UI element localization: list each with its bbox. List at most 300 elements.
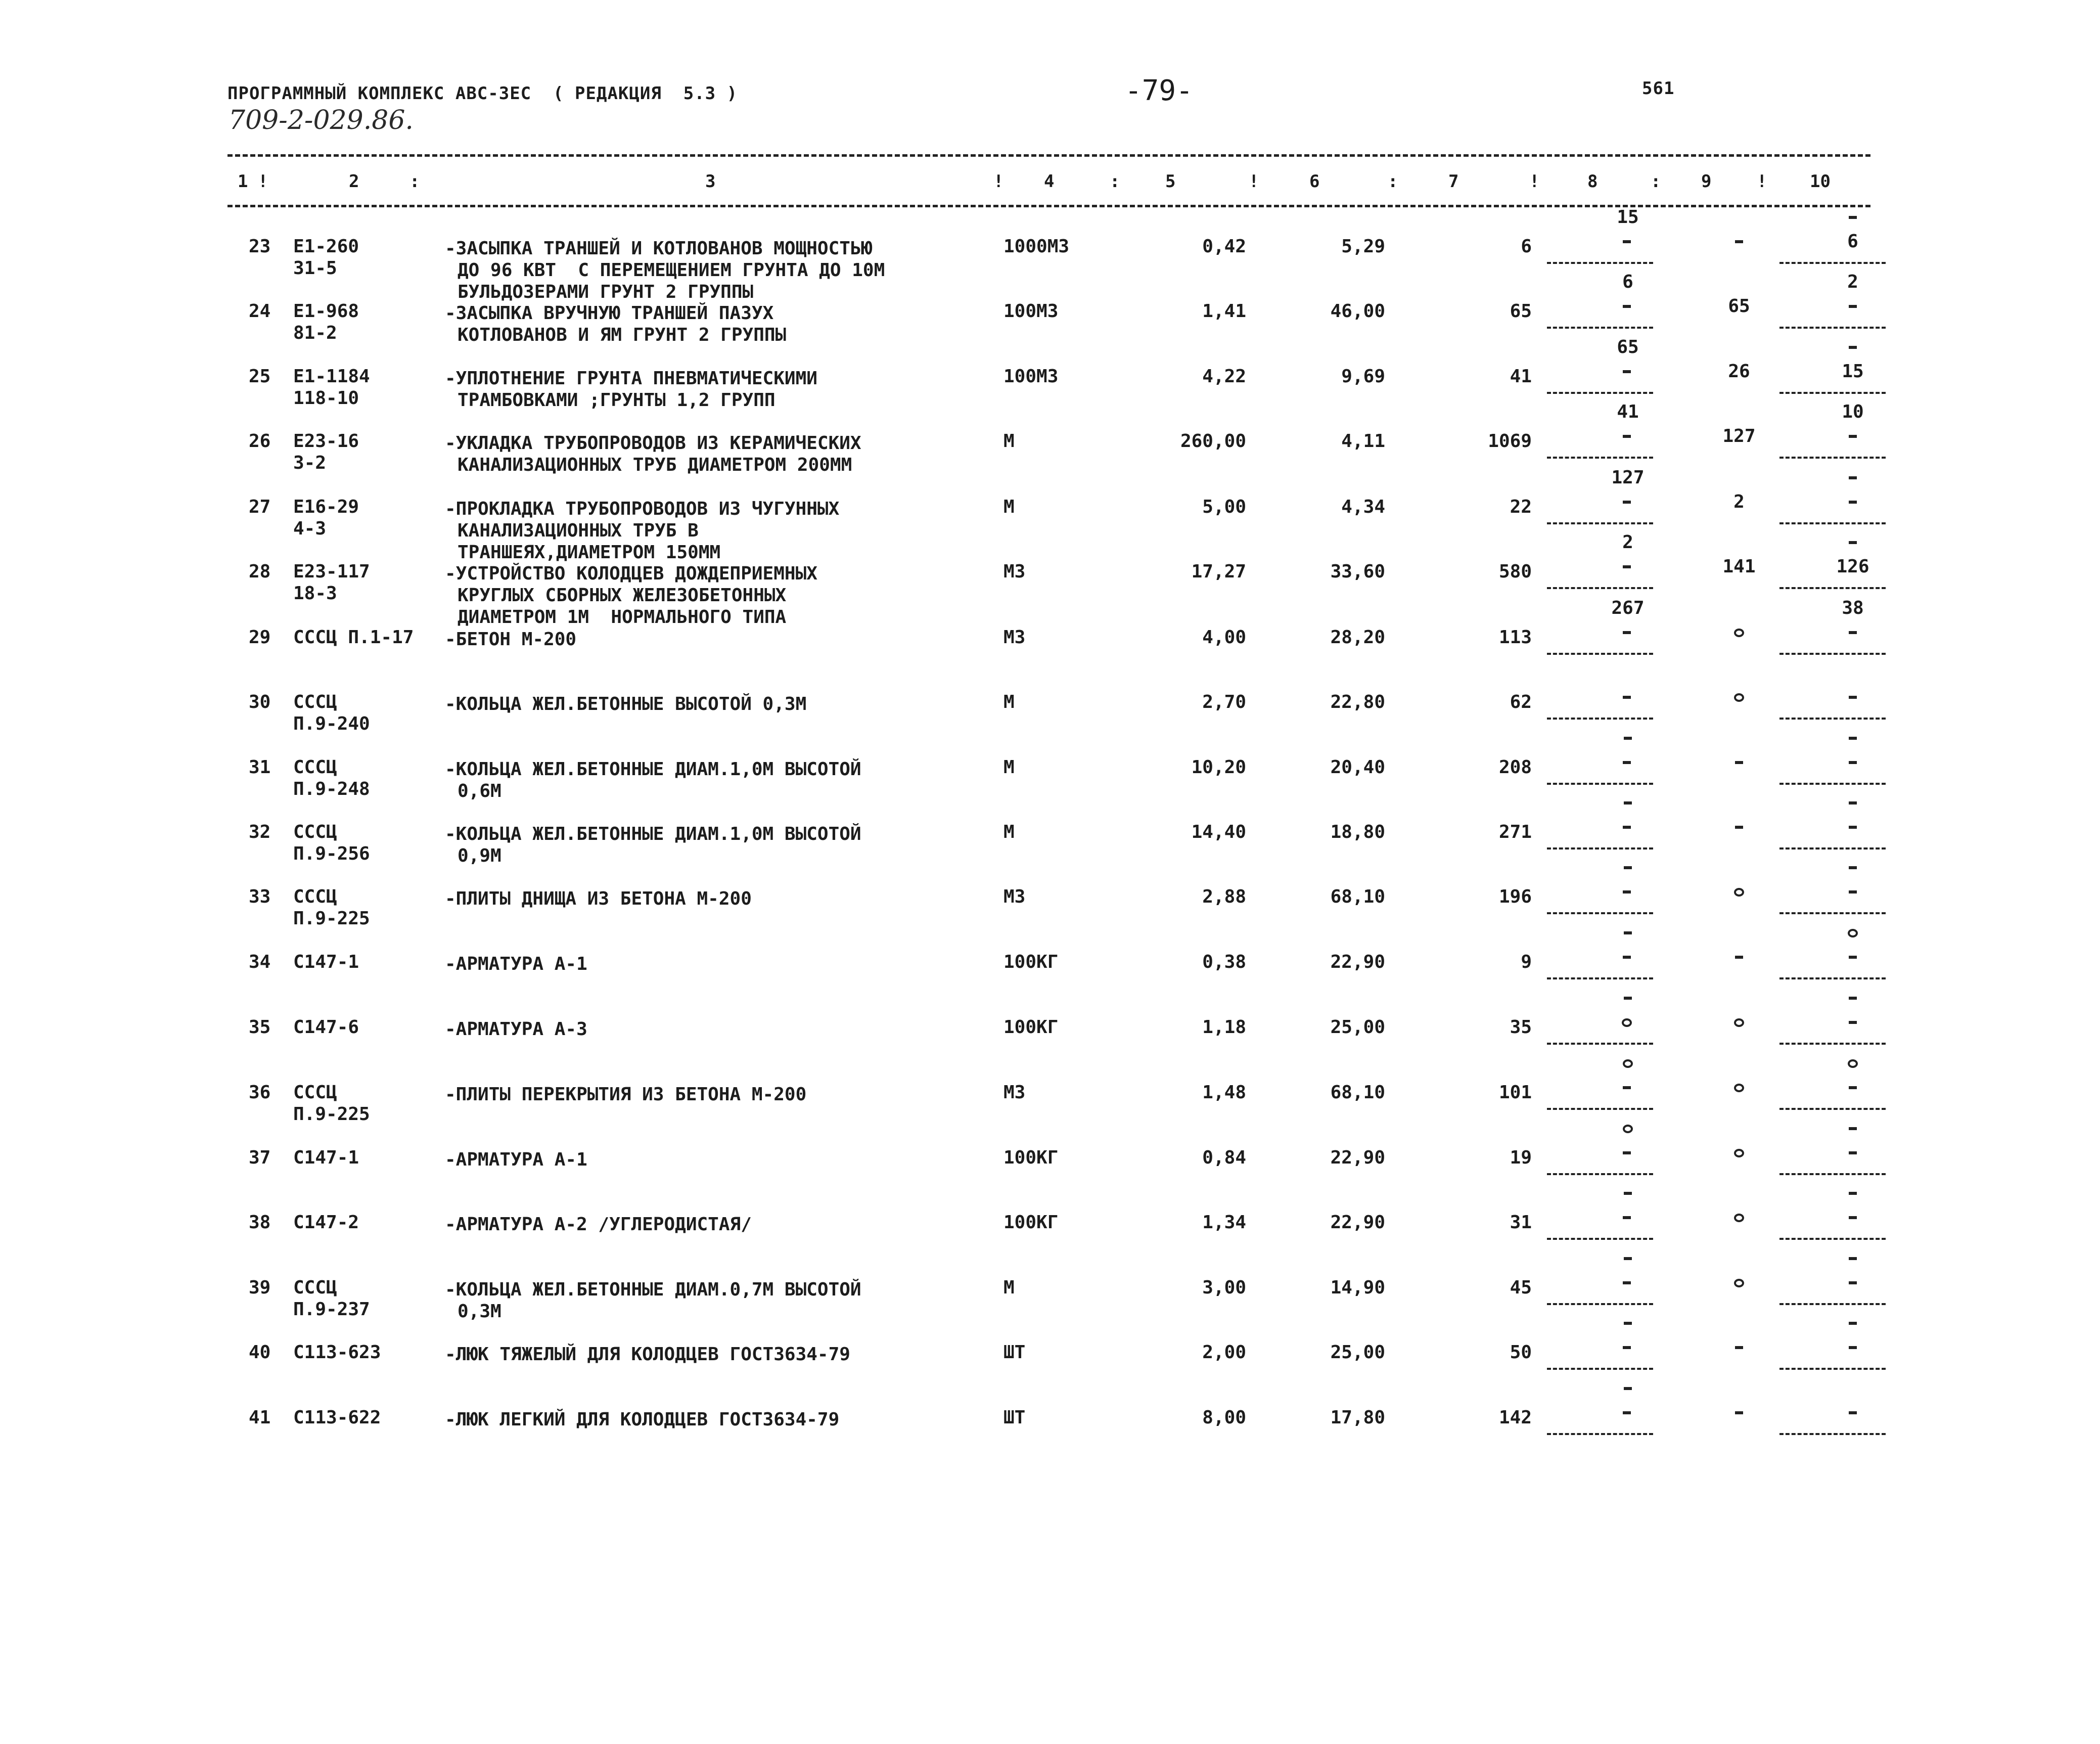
col10-value (1849, 956, 1857, 959)
column-separator: ! (1529, 171, 1540, 192)
row-unit: М (1003, 822, 1015, 842)
row-number: 37 (249, 1147, 271, 1168)
col10-value (1849, 1346, 1857, 1349)
row-code: С147-1 (293, 952, 359, 972)
col10-rule (1779, 457, 1886, 459)
row-quantity: 8,00 (1202, 1407, 1246, 1428)
col9-value (1734, 1214, 1744, 1222)
row-quantity: 2,00 (1202, 1342, 1246, 1363)
row-price: 18,80 (1330, 822, 1385, 842)
row-total: 22 (1510, 497, 1532, 517)
col10-top-value (1849, 866, 1857, 869)
page-number: -79- (1125, 74, 1193, 107)
row-code-sub: 4-3 (293, 518, 327, 539)
col9-value (1734, 1084, 1744, 1092)
row-description: -АРМАТУРА А-2 /УГЛЕРОДИСТАЯ/ (445, 1214, 752, 1235)
col10-top-value (1848, 929, 1858, 937)
col10-value (1849, 631, 1857, 634)
row-code-sub: П.9-240 (293, 713, 370, 734)
col10-rule (1779, 1238, 1886, 1240)
row-quantity: 0,38 (1202, 952, 1246, 972)
col9-value: 2 (1733, 491, 1745, 512)
row-total: 113 (1498, 627, 1532, 648)
col10-rule (1779, 847, 1886, 849)
row-code-sub: 31-5 (293, 258, 337, 279)
row-description: -АРМАТУРА А-1 (445, 954, 587, 974)
col10-rule (1779, 912, 1886, 914)
col8-mark (1623, 696, 1631, 699)
row-price: 22,90 (1330, 952, 1385, 972)
col8-mark (1623, 1411, 1631, 1414)
col10-rule (1779, 1303, 1886, 1305)
row-description: 0,3М (458, 1301, 501, 1322)
col10-top-value (1849, 1127, 1857, 1130)
row-price: 46,00 (1330, 301, 1385, 322)
row-code: С147-1 (293, 1147, 359, 1168)
row-unit: 100КГ (1003, 1212, 1059, 1233)
column-separator: : (1651, 171, 1661, 192)
col8-top-value: 41 (1617, 401, 1639, 422)
row-code: Е1-260 (293, 236, 359, 257)
col8-top-value (1624, 931, 1632, 934)
col8-top-value (1623, 1059, 1633, 1068)
row-description: -ЗАСЫПКА ВРУЧНУЮ ТРАНШЕЙ ПАЗУХ (445, 303, 774, 324)
col8-rule (1547, 327, 1653, 329)
col8-mark (1623, 501, 1631, 504)
col10-value: 6 (1847, 231, 1858, 252)
col8-rule (1547, 718, 1653, 720)
row-number: 36 (249, 1082, 271, 1103)
row-total: 580 (1498, 561, 1532, 582)
col10-rule (1779, 327, 1886, 329)
col9-value: 141 (1722, 556, 1756, 577)
row-code: Е16-29 (293, 497, 359, 517)
row-description: -УПЛОТНЕНИЕ ГРУНТА ПНЕВМАТИЧЕСКИМИ (445, 368, 817, 389)
col8-top-value (1624, 801, 1632, 804)
col10-rule (1779, 783, 1886, 785)
row-total: 31 (1510, 1212, 1532, 1233)
row-description: -АРМАТУРА А-3 (445, 1019, 587, 1040)
row-description: -УСТРОЙСТВО КОЛОДЦЕВ ДОЖДЕПРИЕМНЫХ (445, 563, 817, 584)
row-price: 20,40 (1330, 757, 1385, 778)
row-quantity: 0,84 (1202, 1147, 1246, 1168)
col8-rule (1547, 1173, 1653, 1175)
row-total: 35 (1510, 1017, 1532, 1038)
col9-value (1734, 1018, 1744, 1027)
row-number: 24 (249, 301, 271, 322)
row-total: 45 (1510, 1277, 1532, 1298)
row-unit: М3 (1003, 627, 1026, 648)
col10-top-value: 2 (1847, 272, 1858, 292)
col8-top-value (1623, 1125, 1633, 1133)
col10-rule (1779, 653, 1886, 655)
column-number-1: 1 (238, 171, 248, 192)
row-description: -БЕТОН М-200 (445, 629, 577, 650)
col10-value (1849, 1021, 1857, 1024)
col10-rule (1779, 977, 1886, 979)
row-description: ТРАНШЕЯХ,ДИАМЕТРОМ 150ММ (458, 542, 721, 563)
row-description: -ПЛИТЫ ДНИЩА ИЗ БЕТОНА М-200 (445, 888, 752, 909)
row-price: 4,34 (1341, 497, 1385, 517)
row-description: 0,6М (458, 781, 501, 801)
row-code-sub: П.9-237 (293, 1299, 370, 1320)
header-rule-top (227, 154, 1870, 157)
row-total: 208 (1498, 757, 1532, 778)
row-description: 0,9М (458, 845, 501, 866)
row-unit: ШТ (1003, 1407, 1026, 1428)
row-quantity: 1,34 (1202, 1212, 1246, 1233)
row-unit: ШТ (1003, 1342, 1026, 1363)
col8-rule (1547, 392, 1653, 394)
row-quantity: 2,70 (1202, 692, 1246, 712)
col10-top-value (1849, 1192, 1857, 1195)
column-number-10: 10 (1810, 171, 1831, 192)
row-quantity: 260,00 (1180, 431, 1246, 452)
col8-mark (1623, 631, 1631, 634)
row-price: 68,10 (1330, 886, 1385, 907)
col9-value (1735, 826, 1743, 829)
row-code: Е23-16 (293, 431, 359, 452)
col10-top-value (1848, 1059, 1858, 1068)
col10-rule (1779, 262, 1886, 264)
row-quantity: 17,27 (1191, 561, 1246, 582)
col8-rule (1547, 522, 1653, 524)
col10-rule (1779, 718, 1886, 720)
row-number: 23 (249, 236, 271, 257)
col10-rule (1779, 1368, 1886, 1370)
col10-top-value (1849, 1257, 1857, 1260)
row-quantity: 2,88 (1202, 886, 1246, 907)
row-code: СССЦ (293, 692, 337, 712)
row-number: 25 (249, 366, 271, 387)
row-number: 34 (249, 952, 271, 972)
row-unit: М (1003, 1277, 1015, 1298)
row-quantity: 1,18 (1202, 1017, 1246, 1038)
row-unit: 100М3 (1003, 366, 1059, 387)
col8-top-value (1624, 1257, 1632, 1260)
row-total: 19 (1510, 1147, 1532, 1168)
row-price: 9,69 (1341, 366, 1385, 387)
row-description: БУЛЬДОЗЕРАМИ ГРУНТ 2 ГРУППЫ (458, 282, 754, 302)
row-price: 68,10 (1330, 1082, 1385, 1103)
col10-top-value (1849, 346, 1857, 349)
row-number: 39 (249, 1277, 271, 1298)
col10-value (1849, 1281, 1857, 1284)
row-number: 38 (249, 1212, 271, 1233)
row-code: СССЦ (293, 757, 337, 778)
row-quantity: 4,22 (1202, 366, 1246, 387)
row-number: 28 (249, 561, 271, 582)
col8-mark (1622, 1018, 1632, 1027)
col8-top-value (1624, 997, 1632, 1000)
row-code-sub: П.9-248 (293, 779, 370, 799)
col10-top-value (1849, 737, 1857, 740)
column-number-2: 2 (349, 171, 359, 192)
row-quantity: 0,42 (1202, 236, 1246, 257)
row-code-sub: 3-2 (293, 453, 327, 473)
column-number-6: 6 (1309, 171, 1320, 192)
row-quantity: 1,48 (1202, 1082, 1246, 1103)
row-description: ТРАМБОВКАМИ ;ГРУНТЫ 1,2 ГРУПП (458, 390, 775, 411)
col8-top-value: 267 (1611, 598, 1645, 618)
column-number-9: 9 (1701, 171, 1712, 192)
col9-value (1735, 240, 1743, 243)
column-separator: : (409, 171, 420, 192)
row-description: ДИАМЕТРОМ 1М НОРМАЛЬНОГО ТИПА (458, 607, 787, 628)
col8-rule (1547, 262, 1653, 264)
column-separator: ! (258, 171, 268, 192)
row-code: С147-2 (293, 1212, 359, 1233)
row-description: КАНАЛИЗАЦИОННЫХ ТРУБ В (458, 520, 699, 541)
col8-mark (1623, 240, 1631, 243)
row-code: СССЦ (293, 1082, 337, 1103)
col8-top-value (1624, 1387, 1632, 1390)
row-price: 14,90 (1330, 1277, 1385, 1298)
col9-value (1734, 1279, 1744, 1287)
col8-top-value: 65 (1617, 337, 1639, 357)
col10-top-value (1849, 476, 1857, 479)
col10-value (1849, 501, 1857, 504)
col8-rule (1547, 1368, 1653, 1370)
col8-rule (1547, 653, 1653, 655)
column-number-8: 8 (1587, 171, 1598, 192)
col8-top-value: 127 (1611, 467, 1645, 488)
col9-value (1734, 693, 1744, 702)
row-price: 22,90 (1330, 1147, 1385, 1168)
col8-top-value (1624, 737, 1632, 740)
col9-value (1734, 629, 1744, 637)
row-description: -ЛЮК ТЯЖЕЛЫЙ ДЛЯ КОЛОДЦЕВ ГОСТ3634-79 (445, 1344, 850, 1365)
row-description: -КОЛЬЦА ЖЕЛ.БЕТОННЫЕ ВЫСОТОЙ 0,3М (445, 694, 807, 714)
row-code: СССЦ (293, 822, 337, 842)
row-code: СССЦ П.1-17 (293, 627, 414, 648)
row-description: -УКЛАДКА ТРУБОПРОВОДОВ ИЗ КЕРАМИЧЕСКИХ (445, 433, 861, 454)
row-description: -ЗАСЫПКА ТРАНШЕЙ И КОТЛОВАНОВ МОЩНОСТЬЮ (445, 238, 873, 259)
col8-mark (1623, 1346, 1631, 1349)
col8-rule (1547, 1108, 1653, 1110)
col9-value: 65 (1728, 296, 1750, 317)
row-description: -ПРОКЛАДКА ТРУБОПРОВОДОВ ИЗ ЧУГУННЫХ (445, 499, 840, 519)
row-unit: М (1003, 692, 1015, 712)
row-quantity: 1,41 (1202, 301, 1246, 322)
row-number: 32 (249, 822, 271, 842)
col8-mark (1623, 1086, 1631, 1089)
row-number: 31 (249, 757, 271, 778)
col10-value (1849, 1216, 1857, 1219)
col10-rule (1779, 522, 1886, 524)
col10-top-value: 38 (1842, 598, 1864, 618)
row-number: 30 (249, 692, 271, 712)
row-unit: 100М3 (1003, 301, 1059, 322)
col8-top-value: 2 (1622, 532, 1633, 553)
col10-value (1849, 826, 1857, 829)
col8-mark (1623, 890, 1631, 893)
row-unit: М3 (1003, 1082, 1026, 1103)
row-description: -КОЛЬЦА ЖЕЛ.БЕТОННЫЕ ДИАМ.1,0М ВЫСОТОЙ (445, 759, 861, 780)
row-code-sub: П.9-225 (293, 1104, 370, 1125)
row-description: -АРМАТУРА А-1 (445, 1149, 587, 1170)
row-number: 35 (249, 1017, 271, 1038)
row-total: 9 (1521, 952, 1532, 972)
col8-rule (1547, 1303, 1653, 1305)
row-description: КОТЛОВАНОВ И ЯМ ГРУНТ 2 ГРУППЫ (458, 325, 787, 345)
row-unit: М3 (1003, 886, 1026, 907)
row-total: 62 (1510, 692, 1532, 712)
col8-mark (1623, 565, 1631, 568)
row-description: -КОЛЬЦА ЖЕЛ.БЕТОННЫЕ ДИАМ.1,0М ВЫСОТОЙ (445, 824, 861, 844)
row-total: 142 (1498, 1407, 1532, 1428)
row-code: С113-622 (293, 1407, 381, 1428)
col9-value (1734, 888, 1744, 897)
row-code: Е1-968 (293, 301, 359, 322)
col8-rule (1547, 977, 1653, 979)
col9-value (1734, 1149, 1744, 1157)
col8-rule (1547, 1043, 1653, 1045)
col10-top-value (1849, 1322, 1857, 1325)
row-description: КРУГЛЫХ СБОРНЫХ ЖЕЛЕЗОБЕТОННЫХ (458, 585, 787, 606)
col10-value: 126 (1836, 556, 1869, 577)
row-price: 33,60 (1330, 561, 1385, 582)
row-unit: М (1003, 497, 1015, 517)
sheet-number: 561 (1642, 78, 1675, 99)
row-number: 41 (249, 1407, 271, 1428)
col8-rule (1547, 912, 1653, 914)
row-total: 65 (1510, 301, 1532, 322)
col9-value (1735, 761, 1743, 764)
row-code-sub: 81-2 (293, 323, 337, 343)
row-unit: 1000М3 (1003, 236, 1070, 257)
row-total: 50 (1510, 1342, 1532, 1363)
col10-value (1849, 305, 1857, 308)
row-description: КАНАЛИЗАЦИОННЫХ ТРУБ ДИАМЕТРОМ 200ММ (458, 455, 852, 475)
col8-mark (1623, 370, 1631, 373)
col8-top-value: 15 (1617, 207, 1639, 228)
column-separator: ! (1249, 171, 1259, 192)
col8-mark (1623, 956, 1631, 959)
row-price: 22,90 (1330, 1212, 1385, 1233)
row-quantity: 10,20 (1191, 757, 1246, 778)
row-price: 22,80 (1330, 692, 1385, 712)
row-total: 6 (1521, 236, 1532, 257)
row-number: 33 (249, 886, 271, 907)
col10-value (1849, 1151, 1857, 1154)
col8-top-value (1624, 1192, 1632, 1195)
row-code-sub: П.9-256 (293, 843, 370, 864)
row-price: 25,00 (1330, 1342, 1385, 1363)
row-code: С147-6 (293, 1017, 359, 1038)
row-code: Е1-1184 (293, 366, 370, 387)
col9-value (1735, 1411, 1743, 1414)
column-separator: : (1388, 171, 1398, 192)
row-unit: 100КГ (1003, 1017, 1059, 1038)
col8-top-value (1624, 866, 1632, 869)
row-unit: 100КГ (1003, 1147, 1059, 1168)
row-number: 27 (249, 497, 271, 517)
column-separator: ! (993, 171, 1004, 192)
row-unit: М (1003, 431, 1015, 452)
row-total: 271 (1498, 822, 1532, 842)
row-number: 40 (249, 1342, 271, 1363)
col9-value: 127 (1722, 426, 1756, 446)
col9-value: 26 (1728, 361, 1750, 382)
col8-rule (1547, 457, 1653, 459)
col8-rule (1547, 783, 1653, 785)
row-code: С113-623 (293, 1342, 381, 1363)
row-total: 41 (1510, 366, 1532, 387)
col10-top-value (1849, 801, 1857, 804)
row-total: 101 (1498, 1082, 1532, 1103)
row-code-sub: 18-3 (293, 583, 337, 604)
row-description: -ПЛИТЫ ПЕРЕКРЫТИЯ ИЗ БЕТОНА М-200 (445, 1084, 807, 1105)
column-number-5: 5 (1165, 171, 1176, 192)
col10-value: 15 (1842, 361, 1864, 382)
row-total: 196 (1498, 886, 1532, 907)
col10-top-value (1849, 216, 1857, 219)
column-separator: ! (1757, 171, 1767, 192)
col9-value (1735, 1346, 1743, 1349)
col10-value (1849, 761, 1857, 764)
row-description: ДО 96 КВТ С ПЕРЕМЕЩЕНИЕМ ГРУНТА ДО 10М (458, 260, 885, 281)
program-title: ПРОГРАММНЫЙ КОМПЛЕКС АВС-ЗЕС ( РЕДАКЦИЯ 5.3 ) (227, 83, 738, 104)
row-price: 25,00 (1330, 1017, 1385, 1038)
col10-value (1849, 1411, 1857, 1414)
row-price: 4,11 (1341, 431, 1385, 452)
column-number-4: 4 (1044, 171, 1055, 192)
row-unit: М3 (1003, 561, 1026, 582)
row-quantity: 5,00 (1202, 497, 1246, 517)
col10-rule (1779, 587, 1886, 589)
col8-mark (1623, 435, 1631, 438)
column-number-7: 7 (1448, 171, 1459, 192)
row-code: СССЦ (293, 886, 337, 907)
col10-value (1849, 1086, 1857, 1089)
row-number: 26 (249, 431, 271, 452)
row-code-sub: 118-10 (293, 388, 359, 409)
col10-top-value (1849, 541, 1857, 544)
row-quantity: 4,00 (1202, 627, 1246, 648)
col10-value (1849, 696, 1857, 699)
col10-rule (1779, 1433, 1886, 1435)
row-unit: М (1003, 757, 1015, 778)
col10-rule (1779, 1108, 1886, 1110)
col8-top-value (1624, 1322, 1632, 1325)
col8-mark (1623, 761, 1631, 764)
col10-value (1849, 435, 1857, 438)
col8-rule (1547, 1238, 1653, 1240)
col8-mark (1623, 1216, 1631, 1219)
row-price: 17,80 (1330, 1407, 1385, 1428)
col10-value (1849, 890, 1857, 893)
column-number-3: 3 (705, 171, 716, 192)
col8-rule (1547, 1433, 1653, 1435)
col8-mark (1623, 1281, 1631, 1284)
col8-top-value: 6 (1622, 272, 1633, 292)
col8-mark (1623, 1151, 1631, 1154)
col10-top-value (1849, 997, 1857, 1000)
row-total: 1069 (1488, 431, 1532, 452)
row-code: СССЦ (293, 1277, 337, 1298)
row-price: 5,29 (1341, 236, 1385, 257)
col10-rule (1779, 392, 1886, 394)
row-number: 29 (249, 627, 271, 648)
col8-rule (1547, 847, 1653, 849)
row-description: -КОЛЬЦА ЖЕЛ.БЕТОННЫЕ ДИАМ.0,7М ВЫСОТОЙ (445, 1279, 861, 1300)
row-quantity: 3,00 (1202, 1277, 1246, 1298)
doc-code-handwritten: 709-2-029.86. (229, 105, 414, 136)
col10-rule (1779, 1173, 1886, 1175)
col10-top-value: 10 (1842, 401, 1864, 422)
col8-mark (1623, 305, 1631, 308)
